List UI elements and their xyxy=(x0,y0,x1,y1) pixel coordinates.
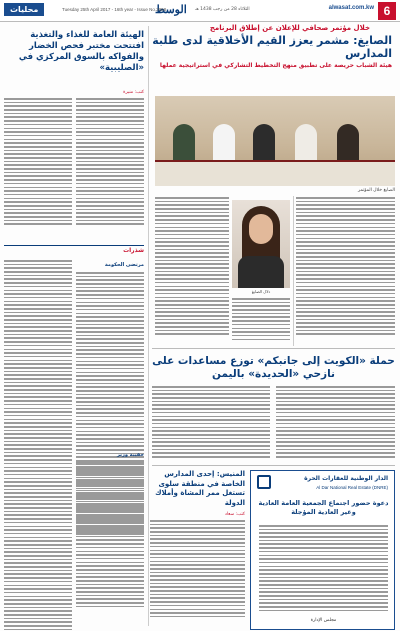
page-number: 6 xyxy=(378,2,396,20)
bottom-story-headline: المنيس: إحدى المدارس الخاصة في منطقة سلوى تستغل ممر المشاة وأملاك الدولة xyxy=(155,470,245,507)
left-lower-text xyxy=(76,462,144,610)
newspaper-logo: الوسط xyxy=(155,3,187,16)
left-story-text xyxy=(4,98,72,227)
section-bar xyxy=(4,245,144,255)
column-rule xyxy=(293,196,294,346)
person-figure xyxy=(213,124,235,162)
left-story-text xyxy=(76,98,144,227)
portrait-face xyxy=(249,214,273,244)
left-story-byline: كتب: منيرة xyxy=(123,90,144,95)
left-subhead: مرتضى الحكومة xyxy=(104,262,144,268)
left-story-headline: الهيئة العامة للغذاء والتغذية افتتحت مختبر فحص الخضار والفواكه بالسوق المركزي في «الصليبية» xyxy=(18,30,144,73)
column-rule xyxy=(148,26,149,626)
portrait-body xyxy=(238,256,284,288)
dateline-ar: الثلاثاء 28 من رجب 1438 هـ xyxy=(195,7,250,12)
main-subheadline: هيئة الشباب حريصة على تطبيق منهج التخطيط التشاركي في استراتيجية عملها xyxy=(159,62,392,69)
bottom-story-byline: كتب: سعاد xyxy=(224,512,245,517)
ad-footer: مجلس الإدارة xyxy=(310,618,337,623)
portrait-caption: دلال الصايغ xyxy=(251,289,271,294)
left-lower-text xyxy=(4,260,72,631)
main-headline: الصايغ: مشمر يعزز القيم الأخلاقية لدى طلبة المدارس xyxy=(152,34,392,60)
campaign-text xyxy=(276,386,395,460)
dateline-en: Tuesday 25th April 2017 - 16th year - Issue No.2858 xyxy=(62,7,167,12)
article-text-middle xyxy=(155,197,229,337)
advertisement[interactable] xyxy=(250,470,395,630)
person-figure xyxy=(337,124,359,162)
portrait-photo xyxy=(232,200,290,288)
ad-company-english: Al Dar National Real Estate (DNRE) xyxy=(316,485,388,490)
press-conference-photo xyxy=(155,96,395,186)
article-text-below-portrait xyxy=(232,298,290,342)
ad-company-arabic: الدار الوطنية للعقارات الحرة xyxy=(304,475,388,482)
left-subhead: حقيبة وزير xyxy=(116,452,144,458)
divider xyxy=(152,348,395,349)
article-text-right xyxy=(296,197,395,337)
ad-body-text xyxy=(259,525,388,614)
company-logo-icon xyxy=(257,475,271,489)
site-url[interactable]: alwasat.com.kw xyxy=(328,5,374,11)
masthead xyxy=(0,0,400,22)
conference-table xyxy=(155,160,395,186)
section-tag: محليات xyxy=(4,3,44,16)
bottom-story-text xyxy=(150,520,245,620)
divider xyxy=(152,465,395,466)
main-kicker: خلال مؤتمر صحافي للإعلان عن إطلاق البرنامج xyxy=(209,24,370,32)
campaign-headline: حملة «الكويت إلى جانبكم» توزع مساعدات على نازحي «الحديدة» باليمن xyxy=(152,355,395,380)
ad-title: دعوة حضور اجتماع الجمعية العامة العادية وغير العادية المؤجلة xyxy=(258,499,389,516)
main-photo-caption: الصايغ خلال المؤتمر xyxy=(357,188,395,193)
campaign-text xyxy=(152,386,270,460)
person-figure xyxy=(173,124,195,162)
person-figure xyxy=(253,124,275,162)
section-bar-label: شذرات xyxy=(123,247,144,254)
person-figure xyxy=(295,124,317,162)
